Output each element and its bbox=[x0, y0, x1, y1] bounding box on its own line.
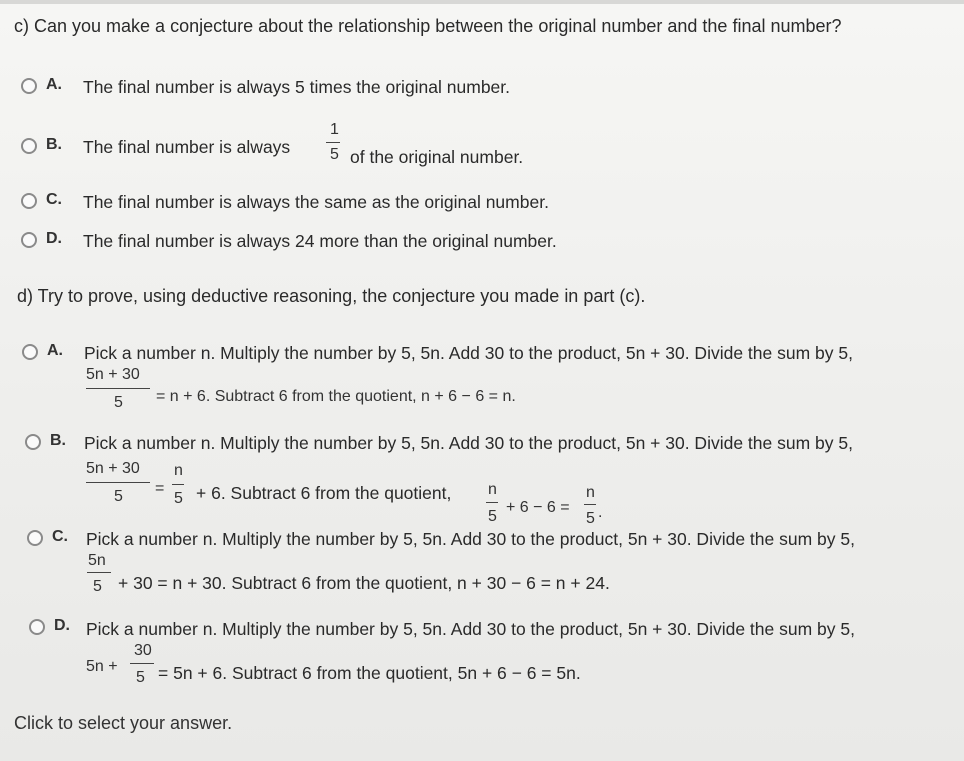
radio-button[interactable] bbox=[27, 530, 43, 546]
fraction-bar bbox=[87, 572, 111, 573]
fraction-bar bbox=[172, 484, 184, 485]
fraction-denominator: 5 bbox=[488, 508, 497, 525]
fraction-denominator: 5 bbox=[330, 146, 339, 163]
option-text: The final number is always bbox=[83, 137, 291, 157]
option-letter: A. bbox=[46, 76, 62, 93]
option-letter: A. bbox=[47, 342, 63, 359]
fraction-numerator: 30 bbox=[134, 642, 152, 659]
option-letter: B. bbox=[50, 432, 66, 449]
option-line-1: Pick a number n. Multiply the number by 5, 5n. Add 30 to the product, 5n + 30. Divide the sum by 5, bbox=[86, 529, 855, 549]
part-d-question: d) Try to prove, using deductive reasoning, the conjecture you made in part (c). bbox=[17, 286, 646, 306]
option-line-2b: + 6 − 6 = bbox=[506, 499, 570, 516]
option-line-1: Pick a number n. Multiply the number by 5, 5n. Add 30 to the product, 5n + 30. Divide the sum by 5, bbox=[84, 433, 853, 453]
option-letter: D. bbox=[46, 230, 62, 247]
fraction-bar bbox=[86, 388, 150, 389]
fraction-bar bbox=[86, 482, 150, 483]
fraction-numerator: n bbox=[586, 484, 595, 501]
fraction-denominator: 5 bbox=[114, 488, 123, 505]
option-prefix: 5n + bbox=[86, 658, 118, 675]
option-letter: C. bbox=[52, 528, 68, 545]
instruction-text: Click to select your answer. bbox=[14, 713, 233, 733]
option-line-2: + 6. Subtract 6 from the quotient, bbox=[196, 483, 452, 503]
fraction-bar bbox=[486, 502, 498, 503]
fraction-bar bbox=[326, 142, 340, 143]
option-line-2: = 5n + 6. Subtract 6 from the quotient, 5n + 6 − 6 = 5n. bbox=[158, 663, 581, 683]
option-letter: D. bbox=[54, 617, 70, 634]
option-letter: C. bbox=[46, 191, 62, 208]
radio-button[interactable] bbox=[21, 232, 37, 248]
part-c-question: c) Can you make a conjecture about the relationship between the original number and the final number? bbox=[14, 16, 842, 36]
option-letter: B. bbox=[46, 136, 62, 153]
fraction-bar bbox=[130, 663, 154, 664]
fraction-numerator: 1 bbox=[330, 121, 339, 138]
option-line-1: Pick a number n. Multiply the number by 5, 5n. Add 30 to the product, 5n + 30. Divide the sum by 5, bbox=[84, 343, 853, 363]
radio-button[interactable] bbox=[21, 78, 37, 94]
equals-sign: = bbox=[155, 480, 165, 497]
radio-button[interactable] bbox=[29, 619, 45, 635]
radio-button[interactable] bbox=[21, 138, 37, 154]
fraction-denominator: 5 bbox=[586, 510, 595, 527]
fraction-numerator: 5n + 30 bbox=[86, 366, 140, 383]
fraction-denominator: 5 bbox=[174, 490, 183, 507]
radio-button[interactable] bbox=[21, 193, 37, 209]
option-line-1: Pick a number n. Multiply the number by 5, 5n. Add 30 to the product, 5n + 30. Divide the sum by 5, bbox=[86, 619, 855, 639]
top-divider bbox=[0, 0, 964, 4]
fraction-numerator: 5n bbox=[88, 552, 106, 569]
fraction-numerator: n bbox=[174, 462, 183, 479]
option-text: The final number is always 5 times the original number. bbox=[83, 77, 511, 97]
option-text: The final number is always the same as the original number. bbox=[83, 192, 549, 212]
fraction-denominator: 5 bbox=[93, 578, 102, 595]
fraction-denominator: 5 bbox=[136, 669, 145, 686]
option-line-2: = n + 6. Subtract 6 from the quotient, n + 6 − 6 = n. bbox=[156, 388, 516, 405]
option-text-after: of the original number. bbox=[350, 147, 524, 167]
radio-button[interactable] bbox=[22, 344, 38, 360]
fraction-denominator: 5 bbox=[114, 394, 123, 411]
option-line-2: + 30 = n + 30. Subtract 6 from the quotient, n + 30 − 6 = n + 24. bbox=[118, 573, 610, 593]
fraction-bar bbox=[584, 504, 596, 505]
sentence-end: . bbox=[598, 504, 603, 521]
option-text: The final number is always 24 more than the original number. bbox=[83, 231, 557, 251]
fraction-numerator: 5n + 30 bbox=[86, 460, 140, 477]
radio-button[interactable] bbox=[25, 434, 41, 450]
fraction-numerator: n bbox=[488, 481, 497, 498]
